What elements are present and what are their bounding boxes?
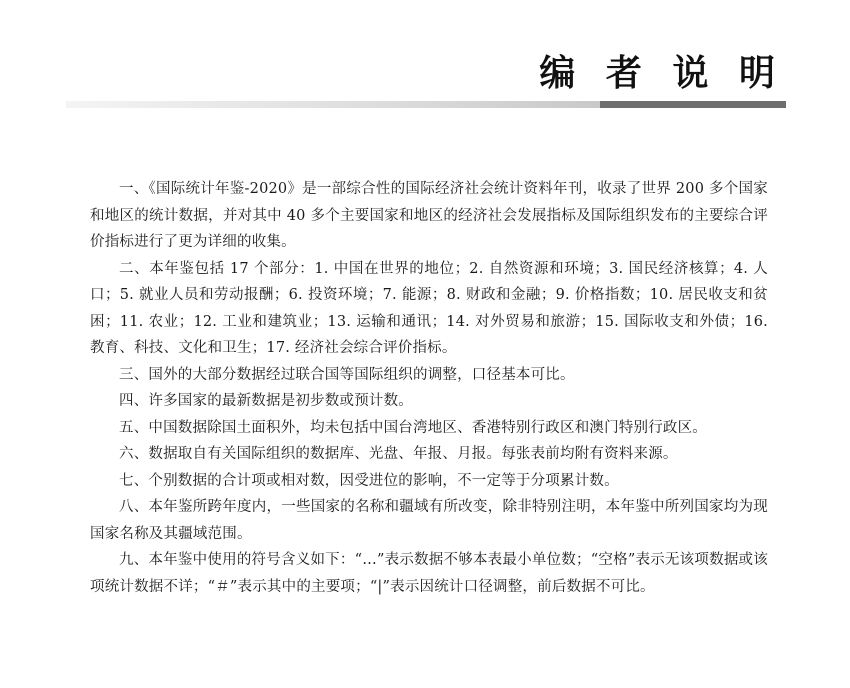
note-paragraph-8: 八、本年鉴所跨年度内，一些国家的名称和疆域有所改变，除非特别注明，本年鉴中所列国家均为现国家名称及其疆域范围。 [90, 499, 768, 542]
note-paragraph-6: 六、数据取自有关国际组织的数据库、光盘、年报、月报。每张表前均附有资料来源。 [119, 446, 678, 462]
page-title: 编 者 说 明 [539, 53, 784, 94]
note-paragraph-4: 四、许多国家的最新数据是初步数或预计数。 [119, 393, 413, 409]
note-paragraph-2: 二、本年鉴包括 17 个部分：1. 中国在世界的地位；2. 自然资源和环境；3. 国民经济核算；4. 人口；5. 就业人员和劳动报酬；6. 投资环境；7. 能源；8. 财政和金融；9. 价格指数；10. 居民收支和贫困；11. 农业；12. 工业和建筑业；13. 运输和通讯；14. 对外贸易和旅游；15. 国际收支和外债；16. 教育、科技、文化和卫生；17. 经济社会综合评价指标。 [90, 260, 768, 356]
note-paragraph-7: 七、个别数据的合计项或相对数，因受进位的影响，不一定等于分项累计数。 [119, 472, 619, 489]
note-paragraph-5: 五、中国数据除国土面积外，均未包括中国台湾地区、香港特别行政区和澳门特别行政区。 [119, 419, 707, 436]
header-rule-dark [600, 101, 786, 108]
editor-notes-body [90, 176, 768, 600]
note-paragraph-9: 九、本年鉴中使用的符号含义如下：“…”表示数据不够本表最小单位数；“空格”表示无该项数据或该项统计数据不详；“＃”表示其中的主要项；“|”表示因统计口径调整，前后数据不可比。 [90, 552, 768, 595]
header-rule-light [66, 101, 606, 108]
note-paragraph-1: 一、《国际统计年鉴-2020》是一部综合性的国际经济社会统计资料年刊，收录了世界 200 多个国家和地区的统计数据，并对其中 40 多个主要国家和地区的经济社会发展指标及国际组织发布的主要综合评价指标进行了更为详细的收集。 [90, 181, 768, 250]
note-paragraph-3: 三、国外的大部分数据经过联合国等国际组织的调整，口径基本可比。 [119, 366, 575, 383]
